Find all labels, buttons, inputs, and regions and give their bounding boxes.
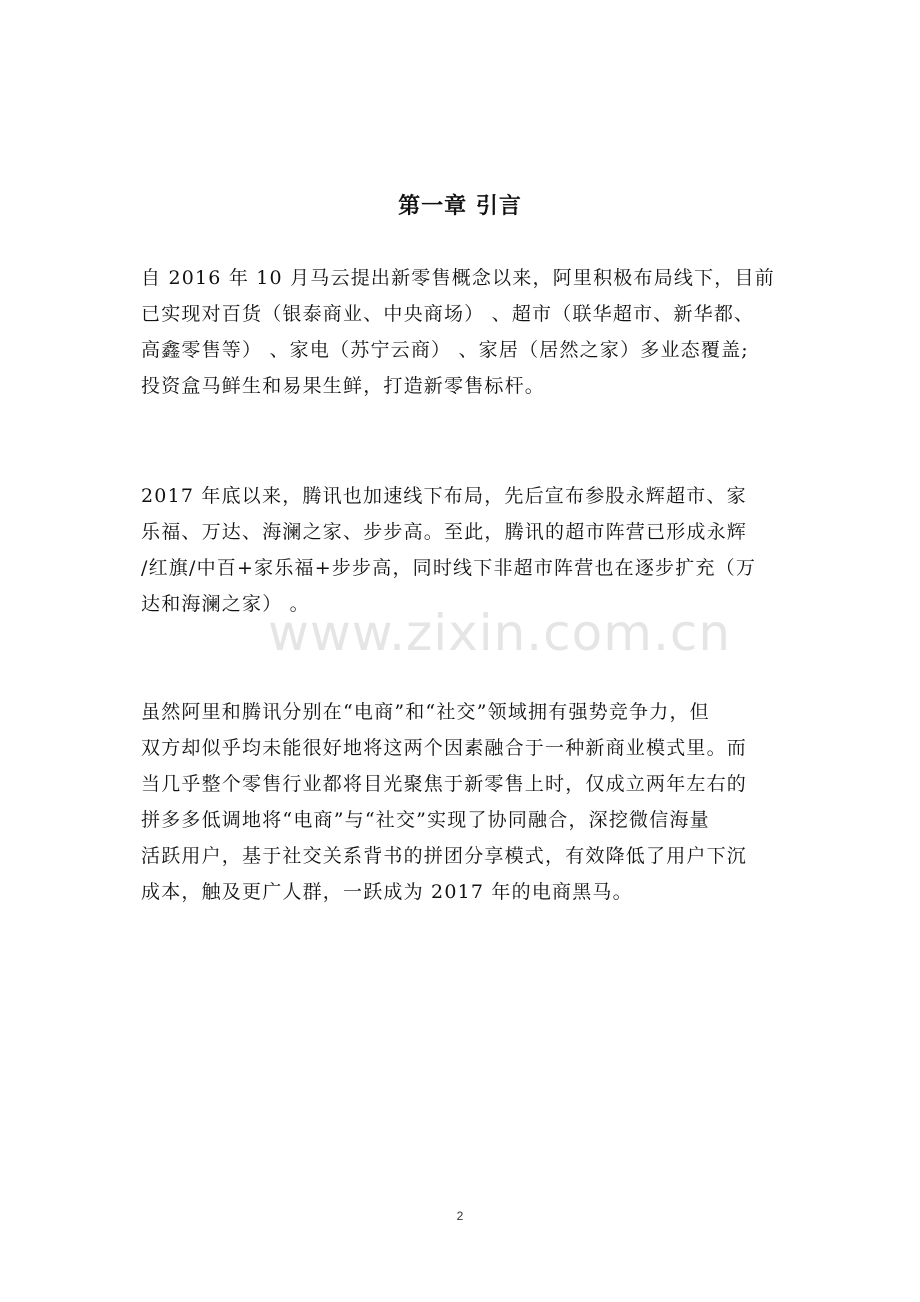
paragraph-line: 成本，触及更广人群，一跃成为 2017 年的电商黑马。 bbox=[141, 881, 633, 903]
paragraph-1 bbox=[141, 260, 781, 404]
paragraph-line: 达和海澜之家） 。 bbox=[141, 593, 310, 615]
paragraph-line: /红旗/中百+家乐福+步步高，同时线下非超市阵营也在逐步扩充（万 bbox=[141, 557, 757, 579]
watermark: www.zixin.com.cn bbox=[268, 604, 732, 662]
paragraph-line: 活跃用户，基于社交关系背书的拼团分享模式，有效降低了用户下沉 bbox=[141, 845, 748, 867]
page-number: 2 bbox=[456, 1209, 464, 1223]
paragraph-line: 双方却似乎均未能很好地将这两个因素融合于一种新商业模式里。而 bbox=[141, 737, 748, 759]
paragraph-line: 自 2016 年 10 月马云提出新零售概念以来，阿里积极布局线下，目前 bbox=[141, 267, 775, 289]
paragraph-line: 2017 年底以来，腾讯也加速线下布局，先后宣布参股永辉超市、家 bbox=[141, 485, 747, 507]
paragraph-line: 高鑫零售等） 、家电（苏宁云商） 、家居（居然之家）多业态覆盖; bbox=[141, 339, 749, 361]
paragraph-line: 拼多多低调地将“电商”与“社交”实现了协同融合，深挖微信海量 bbox=[141, 809, 710, 831]
paragraph-line: 当几乎整个零售行业都将目光聚焦于新零售上时，仅成立两年左右的 bbox=[141, 773, 748, 795]
paragraph-line: 投资盒马鲜生和易果生鲜，打造新零售标杆。 bbox=[141, 375, 546, 397]
paragraph-3 bbox=[141, 694, 781, 910]
paragraph-line: 虽然阿里和腾讯分别在“电商”和“社交”领域拥有强势竞争力，但 bbox=[141, 701, 710, 723]
paragraph-line: 已实现对百货（银泰商业、中央商场） 、超市（联华超市、新华都、 bbox=[141, 303, 755, 325]
chapter-title: 第一章 引言 bbox=[398, 194, 522, 219]
paragraph-line: 乐福、万达、海澜之家、步步高。至此，腾讯的超市阵营已形成永辉 bbox=[141, 521, 748, 543]
paragraph-2 bbox=[141, 478, 781, 622]
